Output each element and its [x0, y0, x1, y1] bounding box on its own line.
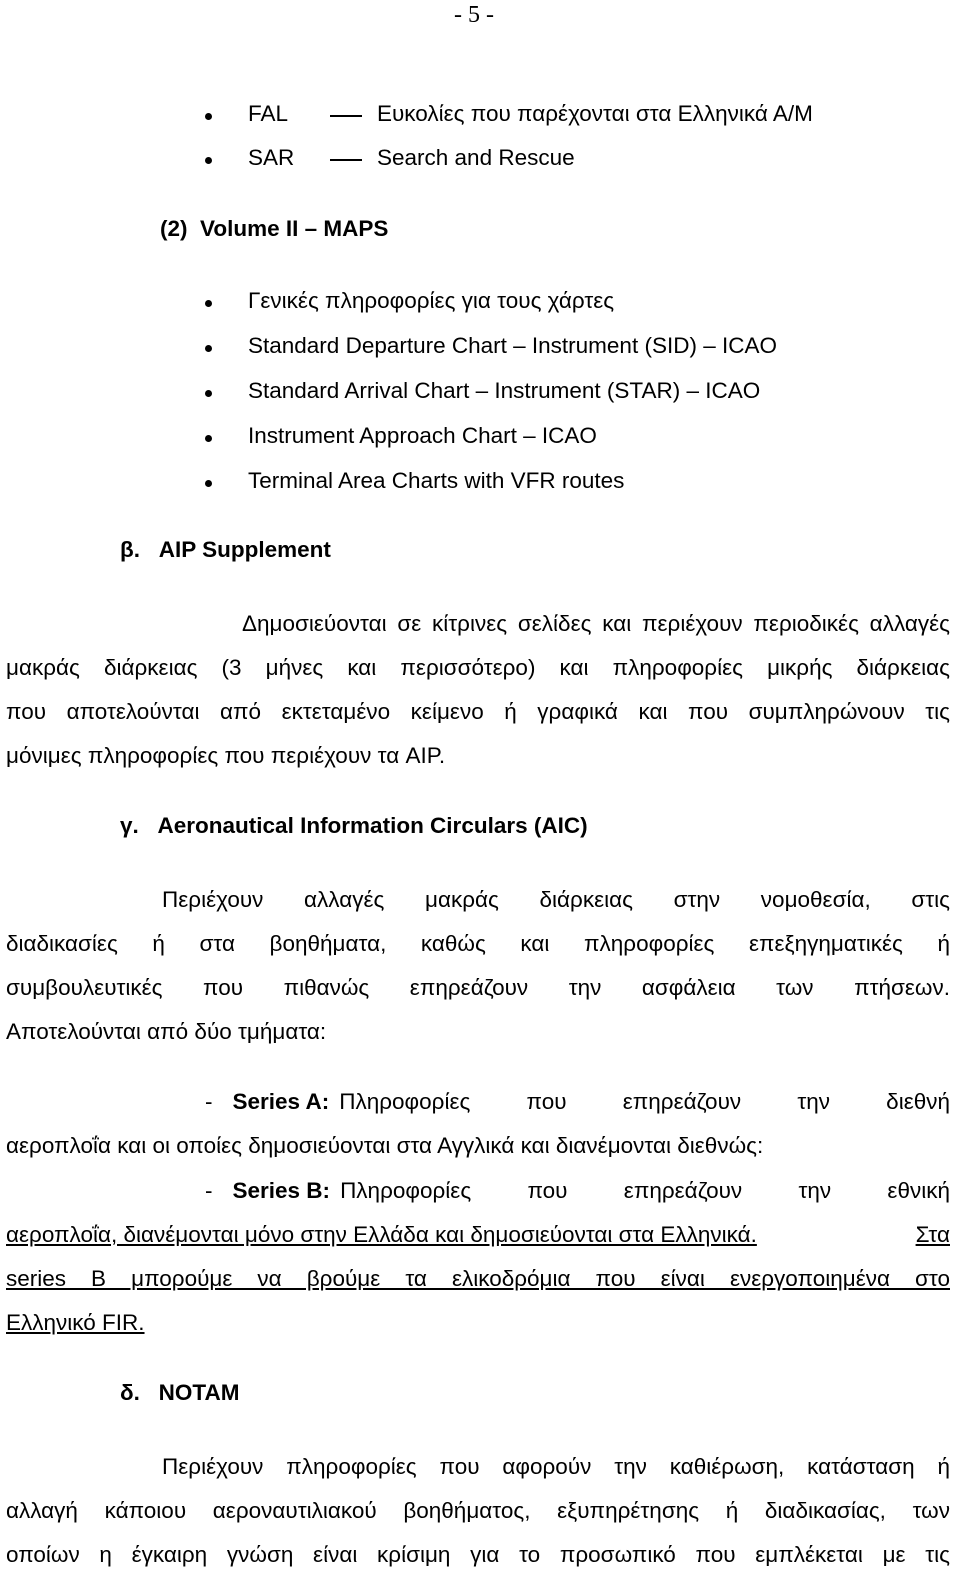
paragraph-line: διαδικασίες ή στα βοηθήματα, καθώς και πληροφορίες επεξηγηματικές ή — [6, 931, 950, 956]
paragraph-line: Περιέχουν πληροφορίες που αφορούν την καθιέρωση, κατάσταση ή — [162, 1454, 950, 1479]
underlined-text: αεροπλοΐα, διανέμονται μόνο στην Ελλάδα και δημοσιεύονται στα Ελληνικά. — [6, 1222, 757, 1247]
series-label: Series A: — [232, 1089, 330, 1114]
bullet-icon — [205, 345, 212, 352]
section-title: AIP Supplement — [158, 537, 331, 562]
bullet-icon — [205, 157, 212, 164]
bullet-icon — [205, 480, 212, 487]
underlined-line: Ελληνικό FIR. — [6, 1310, 145, 1335]
bullet-icon — [205, 435, 212, 442]
abbr-description: Search and Rescue — [377, 145, 575, 170]
series-label: Series B: — [232, 1178, 331, 1203]
paragraph-line: Περιέχουν αλλαγές μακράς διάρκειας στην νομοθεσία, στις — [162, 887, 950, 912]
volume-title: Volume II – MAPS — [200, 216, 389, 241]
dash-separator — [330, 115, 362, 117]
list-item: Instrument Approach Chart – ICAO — [248, 423, 597, 448]
section-title: Aeronautical Information Circulars (AIC) — [157, 813, 588, 838]
paragraph-line: που αποτελούνται από εκτεταμένο κείμενο ή γραφικά και που συμπληρώνουν τις — [6, 699, 950, 724]
bullet-icon — [205, 300, 212, 307]
abbr-term: FAL — [248, 101, 289, 126]
section-letter: δ. — [120, 1380, 140, 1405]
paragraph-line: μόνιμες πληροφορίες που περιέχουν τα AIP. — [6, 743, 446, 768]
series-text: Πληροφορίες που επηρεάζουν την διεθνή — [339, 1089, 950, 1114]
list-item: Terminal Area Charts with VFR routes — [248, 468, 625, 493]
section-letter: γ. — [120, 813, 139, 838]
list-item: Γενικές πληροφορίες για τους χάρτες — [248, 288, 615, 313]
section-heading-beta — [120, 535, 331, 565]
volume-heading — [160, 214, 388, 244]
section-title: NOTAM — [158, 1380, 240, 1405]
abbr-description: Ευκολίες που παρέχονται στα Ελληνικά Α/Μ — [377, 101, 813, 126]
paragraph-line: Αποτελούνται από δύο τμήματα: — [6, 1019, 327, 1044]
underlined-text-tail: Στα — [915, 1222, 950, 1247]
series-text: Πληροφορίες που επηρεάζουν την εθνική — [340, 1178, 950, 1203]
abbr-term: SAR — [248, 145, 295, 170]
dash-separator — [330, 159, 362, 161]
volume-number: (2) — [160, 216, 188, 241]
list-item: Standard Departure Chart – Instrument (SID) – ICAO — [248, 333, 777, 358]
paragraph-line: Δημοσιεύονται σε κίτρινες σελίδες και περιέχουν περιοδικές αλλαγές — [242, 611, 950, 636]
paragraph-line: συμβουλευτικές που πιθανώς επηρεάζουν την ασφάλεια των πτήσεων. — [6, 975, 950, 1000]
series-dash: - — [205, 1089, 213, 1114]
underlined-line: series B μπορούμε να βρούμε τα ελικοδρόμια που είναι ενεργοποιημένα στο — [6, 1266, 950, 1291]
series-dash: - — [205, 1178, 213, 1203]
series-b-line — [205, 1176, 950, 1206]
paragraph-line — [6, 1220, 950, 1250]
paragraph-line: οποίων η έγκαιρη γνώση είναι κρίσιμη για το προσωπικό που εμπλέκεται με τις — [6, 1542, 950, 1567]
section-heading-delta — [120, 1378, 240, 1408]
section-heading-gamma — [120, 811, 588, 841]
list-item: Standard Arrival Chart – Instrument (STAR) – ICAO — [248, 378, 761, 403]
series-a-line — [205, 1087, 950, 1117]
page-number: - 5 - — [454, 2, 494, 28]
section-letter: β. — [120, 537, 140, 562]
paragraph-line: αεροπλοΐα και οι οποίες δημοσιεύονται στα Αγγλικά και διανέμονται διεθνώς: — [6, 1133, 764, 1158]
bullet-icon — [205, 390, 212, 397]
bullet-icon — [205, 113, 212, 120]
paragraph-line: μακράς διάρκειας (3 μήνες και περισσότερο) και πληροφορίες μικρής διάρκειας — [6, 655, 950, 680]
paragraph-line: αλλαγή κάποιου αεροναυτιλιακού βοηθήματος, εξυπηρέτησης ή διαδικασίας, των — [6, 1498, 950, 1523]
